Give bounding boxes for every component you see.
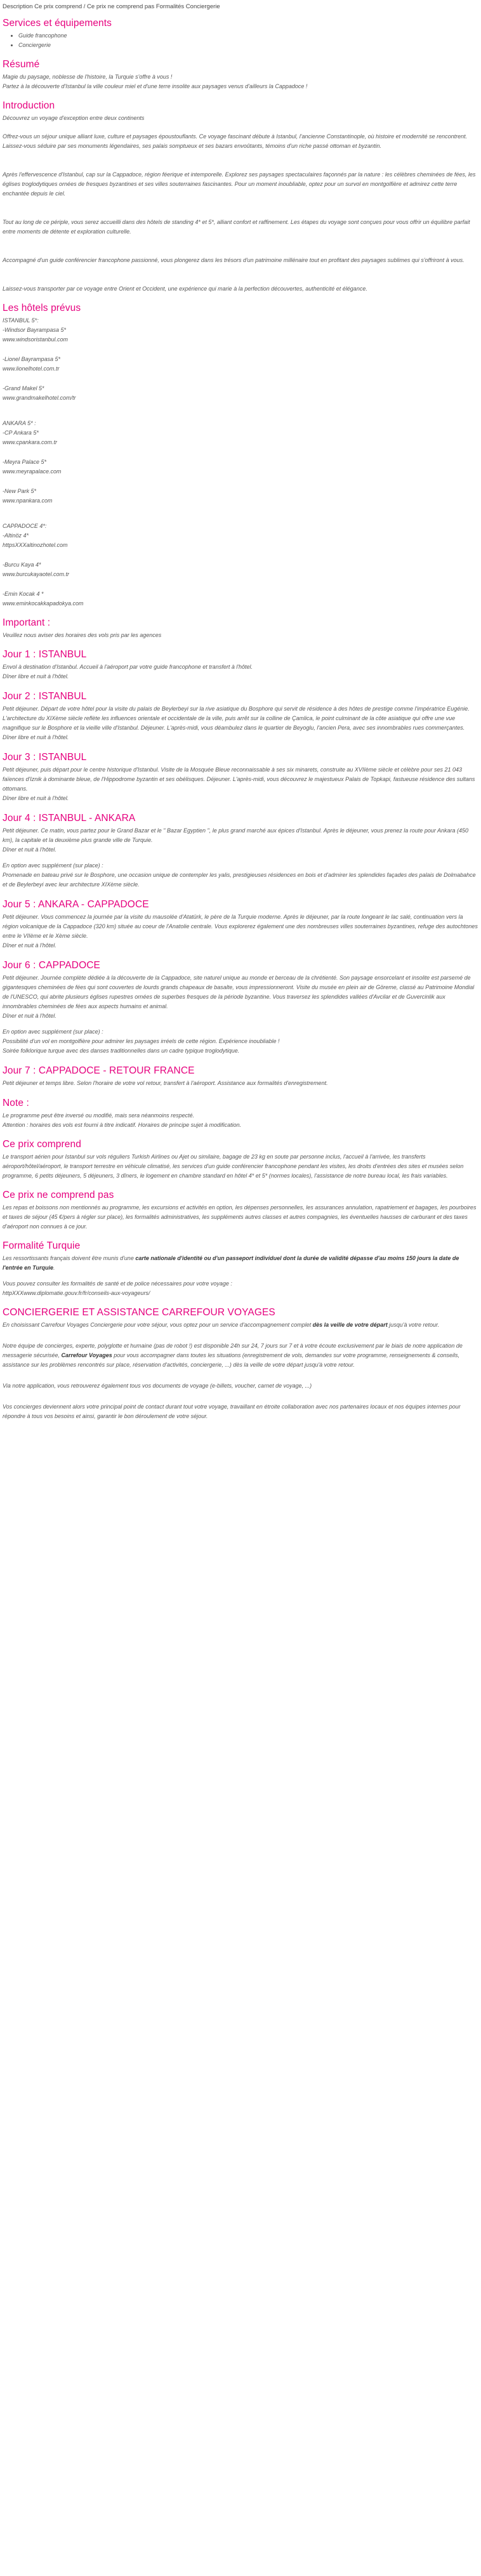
service-item: • Conciergerie bbox=[18, 41, 478, 50]
day-text: Dîner libre et nuit à l'hôtel. bbox=[3, 734, 69, 740]
hotel-url[interactable]: www.lionelhotel.com.tr bbox=[3, 365, 60, 372]
hotel-url[interactable]: www.grandmakelhotel.com/tr bbox=[3, 395, 76, 401]
hotel-name: -Burcu Kaya 4* bbox=[3, 562, 41, 568]
day-title: Jour 5 : ANKARA - CAPPADOCE bbox=[3, 899, 149, 910]
intro-paragraph: Laissez-vous transporter par ce voyage entre Orient et Occident, une expérience qui marie à la perfection découvertes, authenticité et élégance. bbox=[3, 286, 367, 292]
day-text: Dîner et nuit à l'hôtel. bbox=[3, 846, 56, 853]
important-title: Important : bbox=[3, 617, 51, 628]
hotels-cappadoce bbox=[3, 522, 478, 608]
hotel-name: -Meyra Palace 5* bbox=[3, 459, 47, 465]
note-section bbox=[3, 1098, 478, 1130]
day-text: Dîner et nuit à l'hôtel. bbox=[3, 942, 56, 949]
day-text: Petit déjeuner. Journée complète dédiée à la découverte de la Cappadoce, site naturel unique au monde et berceau de la chrétienté. Son paysage ensorcelant et insolite est parsemé de gigantesques cheminées de fées qui sont couvertes de lourds grands chapeaux de basalte, vous impressionneront. Visite du musée en plein air de Göreme, classé au Patrimoine Mondial de l'UNESCO, qui abrite plusieurs églises rupestres ornées de superbes fresques de la période byzantine. Vous traversez les splendides vallées d'Avcilar et de Guvercinlik aux innombrables cheminées de fées aux aspects humains et animal. bbox=[3, 975, 475, 1009]
city-label: ANKARA 5* : bbox=[3, 420, 36, 426]
day-text: Petit déjeuner. Ce matin, vous partez pour le Grand Bazar et le " Bazar Egyptien ", le plus grand marché aux épices d'Istanbul. Après le déjeuner, vous prenez la route pour Ankara (450 km), la capitale et la deuxième plus grande ville de Turquie. bbox=[3, 827, 469, 843]
option-title: En option avec supplément (sur place) : bbox=[3, 1028, 103, 1035]
note-line: Le programme peut être inversé ou modifié, mais sera néanmoins respecté. bbox=[3, 1112, 195, 1119]
formalite-text: Les ressortissants français doivent être munis d'une carte nationale d'identité ou d'un passeport individuel dont la durée de validité dépasse d'au moins 150 jours la date de l'entrée en Turquie. bbox=[3, 1255, 459, 1271]
conciergerie-text: Vos concierges deviennent alors votre principal point de contact durant tout votre voyage, travaillant en étroite collaboration avec nos partenaires locaux et nos équipes internes pour répondre à tous vos besoins et ainsi, garantir le bon déroulement de votre séjour. bbox=[3, 1403, 461, 1419]
day-title: Jour 3 : ISTANBUL bbox=[3, 752, 87, 763]
day-title: Jour 1 : ISTANBUL bbox=[3, 649, 87, 660]
day-text: Petit déjeuner, puis départ pour le centre historique d'Istanbul. Visite de la Mosquée Bleue reconnaissable à ses six minarets, construite au XVIIème siècle et célèbre pour ses 21 043 faïences d'Iznik à dominante bleue, de l'Hippodrome byzantin et ses obélisques. Déjeuner. L'après-midi, vous découvrez le majestueux Palais de Topkapi, fastueuse résidence des sultans ottomans. bbox=[3, 766, 475, 792]
day-1 bbox=[3, 649, 478, 681]
conciergerie-text: Via notre application, vous retrouverez également tous vos documents de voyage (e-billets, voucher, carnet de voyage, ...) bbox=[3, 1383, 312, 1389]
services-list bbox=[3, 31, 478, 50]
city-label: ISTANBUL 5*: bbox=[3, 317, 39, 324]
hotel-name: -Lionel Bayrampasa 5* bbox=[3, 356, 61, 362]
hotels-title: Les hôtels prévus bbox=[3, 303, 81, 313]
conciergerie-text: Notre équipe de concierges, experte, polyglotte et humaine (pas de robot !) est disponible 24h sur 24, 7 jours sur 7 et à votre écoute exclusivement par le biais de notre application de messagerie sécurisée, Carrefour Voyages pour vous accompagner dans toutes les situations (enregistrement de vols, demandes sur votre programme, renseignements & conseils, assistance sur les problèmes rencontrés sur place, réservation d'activités, conciergerie, ...) dès la veille de votre départ jusqu'à votre retour. bbox=[3, 1343, 463, 1368]
important-text: Veuillez nous aviser des horaires des vols pris par les agences bbox=[3, 632, 162, 638]
tab-bar[interactable]: Description Ce prix comprend / Ce prix ne comprend pas Formalités Conciergerie bbox=[3, 3, 220, 10]
resume-line: Partez à la découverte d'Istanbul la ville couleur miel et d'une terre insolite aux paysages venus d'ailleurs la Cappadoce ! bbox=[3, 83, 308, 89]
day-5 bbox=[3, 899, 478, 950]
day-title: Jour 4 : ISTANBUL - ANKARA bbox=[3, 813, 136, 824]
hotel-name: -New Park 5* bbox=[3, 488, 37, 494]
intro-paragraph: Tout au long de ce périple, vous serez accueilli dans des hôtels de standing 4* et 5*, alliant confort et raffinement. Les étapes du voyage sont conçues pour vous offrir un équilibre parfait entre moments de détente et exploration culturelle. bbox=[3, 219, 470, 235]
day-text: Petit déjeuner. Départ de votre hôtel pour la visite du palais de Beylerbeyi sur la rive asiatique du Bosphore qui servit de résidence à des hôtes de prestige comme l'impératrice Eugénie. L'architecture du XIXème siècle reflète les influences orientale et occidentale de la ville, puis arrêt sur la colline de Çamlica, le point culminant de la côte asiatique qui offre une vue magnifique sur le Bosphore et la vieille ville d'Istanbul. Déjeuner. L'après-midi, vous déambulez dans le quartier de Beyoglu, l'ancien Pera, avec ses innombrables rues commerçantes. bbox=[3, 706, 470, 731]
intro-paragraph: Accompagné d'un guide conférencier francophone passionné, vous plongerez dans les trésors d'un patrimoine millénaire tout en profitant des paysages sublimes qui s'offriront à vous. bbox=[3, 257, 465, 263]
services-title: Services et équipements bbox=[3, 18, 112, 29]
hotel-url[interactable]: www.eminkocakkapadokya.com bbox=[3, 600, 84, 607]
conciergerie-bold: dès la veille de votre départ bbox=[312, 1322, 388, 1328]
intro-subtitle: Découvrez un voyage d'exception entre deux continents bbox=[3, 115, 145, 121]
day-4 bbox=[3, 813, 478, 890]
service-item: • Guide francophone bbox=[18, 31, 478, 41]
note-title: Note : bbox=[3, 1098, 29, 1108]
hotel-url[interactable]: httpsXXXaltinozhotel.com bbox=[3, 542, 68, 548]
hotel-url[interactable]: www.meyrapalace.com bbox=[3, 468, 62, 475]
conciergerie-section bbox=[3, 1307, 478, 1421]
option-block bbox=[3, 1027, 478, 1056]
formalite-bold: carte nationale d'identité ou d'un passeport individuel dont la durée de validité dépasse d'au moins 150 jours la date de l'entrée en Turquie bbox=[3, 1255, 459, 1271]
day-6 bbox=[3, 960, 478, 1056]
intro-title: Introduction bbox=[3, 100, 55, 111]
resume-title: Résumé bbox=[3, 59, 40, 70]
day-text: Petit déjeuner. Vous commencez la journée par la visite du mausolée d'Atatürk, le père de la Turquie moderne. Après le déjeuner, par la route longeant le lac salé, continuation vers la région volcanique de la Cappadoce (320 km) située au coeur de l'Anatolie centrale. Vous explorerez également une des nombreuses villes souterraines byzantines, refuge des autochtones entre le VIIème et le Xème siècle. bbox=[3, 914, 478, 939]
note-line: Attention : horaires des vols est fourni à titre indicatif. Horaires de principe sujet à modification. bbox=[3, 1122, 242, 1128]
formalite-health-text: Vous pouvez consulter les formalités de santé et de police nécessaires pour votre voyage : bbox=[3, 1280, 232, 1287]
day-3 bbox=[3, 752, 478, 803]
hotel-url[interactable]: www.windsoristanbul.com bbox=[3, 336, 69, 343]
intro-paragraph: Après l'effervescence d'Istanbul, cap sur la Cappadoce, région féerique et intemporelle. Explorez ses paysages spectaculaires façonnés par la nature : les célèbres cheminées de fées, les églises troglodytiques ornées de fresques byzantines et ses villes souterraines fascinantes. Pour un moment inoubliable, optez pour un survol en montgolfière et admirez cette terre enchantée depuis le ciel. bbox=[3, 171, 476, 197]
day-title: Jour 2 : ISTANBUL bbox=[3, 691, 87, 702]
hotel-name: -Altinöz 4* bbox=[3, 532, 29, 539]
option-text: Promenade en bateau privé sur le Bosphore, une occasion unique de contempler les yalis, prestigieuses résidences en bois et d'admirer les splendides façades des palais de Dolmabahce et de Beylerbeyi avec leur architecture XIXème siècle. bbox=[3, 872, 476, 888]
day-title: Jour 6 : CAPPADOCE bbox=[3, 960, 100, 971]
day-text: Envol à destination d'Istanbul. Accueil à l'aéroport par votre guide francophone et transfert à l'hôtel. bbox=[3, 664, 253, 670]
day-title: Jour 7 : CAPPADOCE - RETOUR FRANCE bbox=[3, 1065, 195, 1076]
day-2 bbox=[3, 691, 478, 742]
city-label: CAPPADOCE 4*: bbox=[3, 523, 47, 529]
conciergerie-bold: Carrefour Voyages bbox=[61, 1352, 112, 1358]
hotel-url[interactable]: www.npankara.com bbox=[3, 497, 53, 504]
ne-comprend-title: Ce prix ne comprend pas bbox=[3, 1190, 114, 1200]
day-text: Dîner et nuit à l'hôtel. bbox=[3, 1013, 56, 1019]
hotel-url[interactable]: www.burcukayaotel.com.tr bbox=[3, 571, 70, 577]
day-text: Dîner libre et nuit à l'hôtel. bbox=[3, 795, 69, 801]
comprend-section bbox=[3, 1139, 478, 1181]
conciergerie-title: CONCIERGERIE ET ASSISTANCE CARREFOUR VOYAGES bbox=[3, 1307, 275, 1318]
conciergerie-text: En choisissant Carrefour Voyages Conciergerie pour votre séjour, vous optez pour un service d'accompagnement complet dès la veille de votre départ jusqu'à votre retour. bbox=[3, 1322, 440, 1328]
formalite-title: Formalité Turquie bbox=[3, 1240, 81, 1251]
day-text: Petit déjeuner et temps libre. Selon l'horaire de votre vol retour, transfert à l'aéroport. Assistance aux formalités d'enregistrement. bbox=[3, 1080, 328, 1086]
day-text: Dîner libre et nuit à l'hôtel. bbox=[3, 673, 69, 680]
option-text: Soirée folklorique turque avec des danses traditionnelles dans un cadre typique troglodytique. bbox=[3, 1048, 240, 1054]
formalite-section bbox=[3, 1240, 478, 1298]
hotels-ankara bbox=[3, 419, 478, 506]
comprend-text: Le transport aérien pour Istanbul sur vols réguliers Turkish Airlines ou Ajet ou similaire, bagage de 23 kg en soute par personne inclus, l'accueil à l'arrivée, les transferts aéroport/hôtel/aéroport, le transport terrestre en véhicule climatisé, les services d'un guide conférencier francophone pendant les visites, les droits d'entrées des sites et musées selon programme, 6 petits déjeuners, 5 déjeuners, 3 dîners, le logement en chambre standard en hôtel 4* et 5* (normes locales), l'assistance de notre bureau local, les frais variables. bbox=[3, 1153, 464, 1179]
hotels-istanbul bbox=[3, 316, 478, 403]
ne-comprend-text: Les repas et boissons non mentionnés au programme, les excursions et activités en option, les dépenses personnelles, les assurances annulation, rapatriement et bagages, les pourboires et taxes de séjour (45 €/pers à régler sur place), les formalités administratives, les suppléments autres classes et autres compagnies, les éventuelles hausses de carburant et des taxes d'aéroport non connues à ce jour. bbox=[3, 1204, 477, 1230]
hotel-name: -Windsor Bayrampasa 5* bbox=[3, 327, 66, 333]
ne-comprend-section bbox=[3, 1190, 478, 1232]
hotel-url[interactable]: www.cpankara.com.tr bbox=[3, 439, 58, 445]
formalite-link[interactable]: httpXXXwww.diplomatie.gouv.fr/fr/conseils-aux-voyageurs/ bbox=[3, 1290, 150, 1296]
hotel-name: -Grand Makel 5* bbox=[3, 385, 44, 391]
hotel-name: -CP Ankara 5* bbox=[3, 430, 39, 436]
option-text: Possibilité d'un vol en montgolfière pour admirer les paysages irréels de cette région. Expérience inoubliable ! bbox=[3, 1038, 280, 1044]
option-title: En option avec supplément (sur place) : bbox=[3, 862, 103, 869]
day-7 bbox=[3, 1065, 478, 1088]
comprend-title: Ce prix comprend bbox=[3, 1139, 81, 1150]
resume-line: Magie du paysage, noblesse de l'histoire, la Turquie s'offre à vous ! bbox=[3, 74, 173, 80]
option-block bbox=[3, 861, 478, 890]
hotel-name: -Emin Kocak 4 * bbox=[3, 591, 44, 597]
intro-paragraph: Offrez-vous un séjour unique alliant luxe, culture et paysages époustouflants. Ce voyage fascinant débute à Istanbul, l'ancienne Constantinople, où histoire et modernité se rencontrent. Laissez-vous séduire par ses monuments légendaires, ses palais somptueux et ses bazars envoûtants, témoins d'un riche passé ottoman et byzantin. bbox=[3, 133, 468, 149]
